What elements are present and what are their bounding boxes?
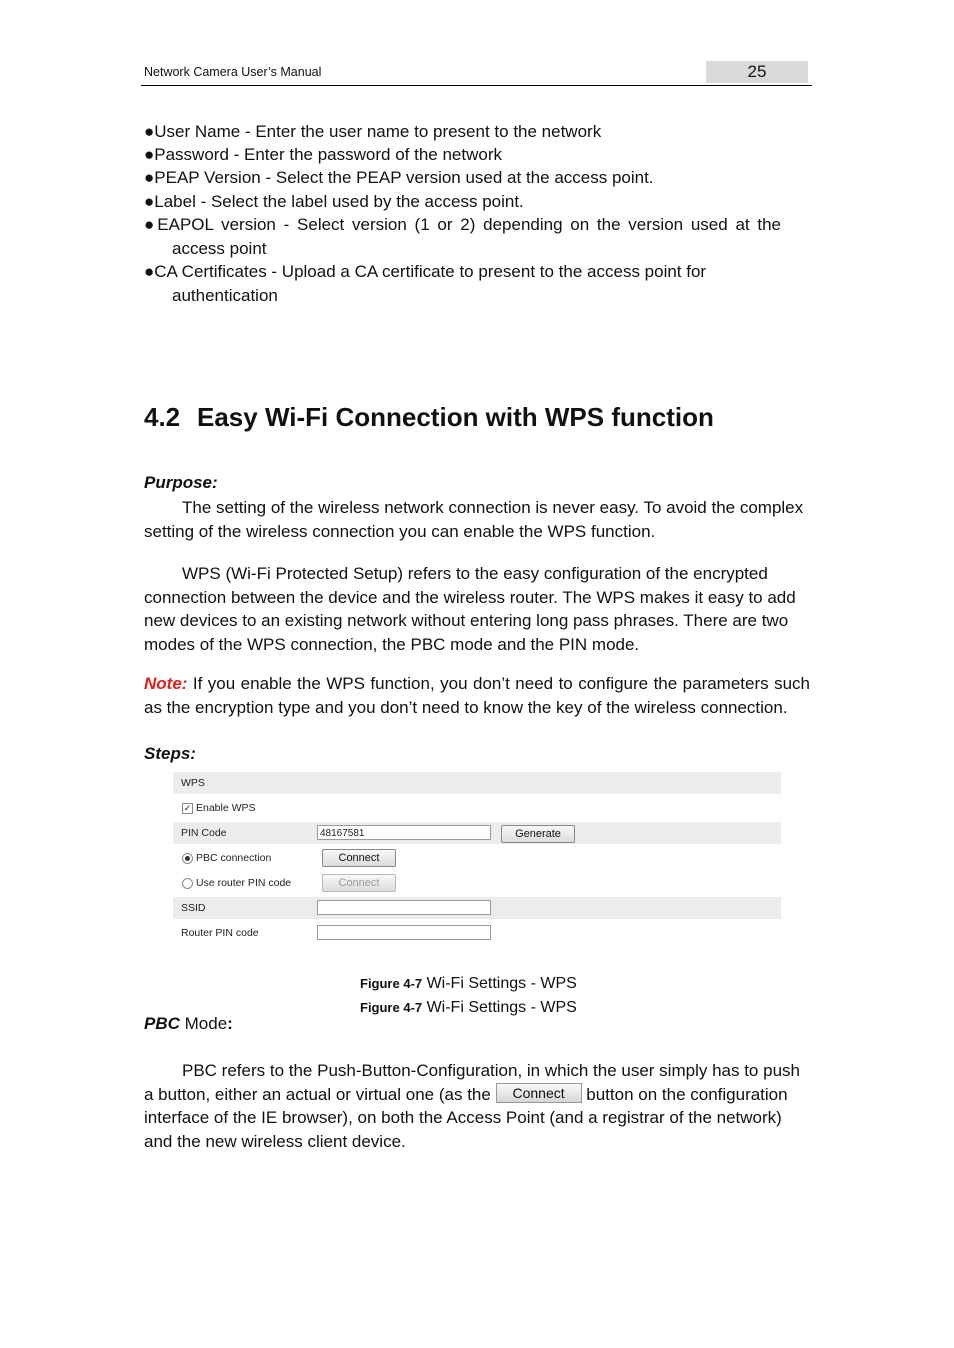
pin-code-label: PIN Code xyxy=(181,827,227,839)
wps-title: WPS xyxy=(181,777,205,789)
figure-number: Figure 4-7 xyxy=(360,976,423,991)
note-text: If you enable the WPS function, you don’t need to configure the parameters such as the encryption type and you don’t need to know the key of the wireless connection. xyxy=(144,674,810,717)
note-paragraph xyxy=(144,672,810,719)
purpose-paragraph-1 xyxy=(144,496,810,543)
figure-title: Wi-Fi Settings - WPS xyxy=(422,999,577,1016)
pin-code-input[interactable]: 48167581 xyxy=(317,825,491,840)
purpose-label: Purpose: xyxy=(144,473,218,492)
wps-title-row xyxy=(173,772,781,794)
purpose-paragraph-2 xyxy=(144,562,810,656)
generate-button[interactable]: Generate xyxy=(501,825,575,843)
paragraph-text: The setting of the wireless network connection is never easy. To avoid the complex setting of the wireless connection you can enable the WPS function. xyxy=(144,498,804,541)
bullet-continuation: authentication xyxy=(172,286,278,305)
colon: : xyxy=(227,1014,233,1033)
enable-wps-checkbox[interactable]: ✓ xyxy=(183,803,192,813)
bullet-text: ●PEAP Version - Select the PEAP version used at the access point. xyxy=(144,168,654,187)
figure-caption xyxy=(360,975,577,993)
bullet-text: ●EAPOL version - Select version (1 or 2) depending on the version used at the xyxy=(144,215,781,234)
header-divider xyxy=(141,85,812,86)
pbc-text-after: button on the configuration interface of the IE browser), on both the Access Point (and a registrar of the network) and the new wireless client device. xyxy=(144,1084,788,1151)
running-header-title: Network Camera User’s Manual xyxy=(144,65,322,79)
bullet-item-ca-certificates xyxy=(144,260,804,284)
pbc-mode-heading xyxy=(144,1012,233,1036)
router-pin-code-label: Router PIN code xyxy=(181,927,259,939)
router-pin-label: Use router PIN code xyxy=(196,877,292,889)
bullet-continuation: access point xyxy=(172,239,267,258)
bullet-item-eapol-version xyxy=(144,213,781,237)
section-title: Easy Wi-Fi Connection with WPS function xyxy=(197,402,714,432)
figure-caption xyxy=(360,999,577,1017)
router-pin-code-input[interactable] xyxy=(317,925,491,940)
note-label: Note: xyxy=(144,674,188,693)
router-pin-radio[interactable] xyxy=(182,878,193,889)
bullet-text: ●User Name - Enter the user name to present to the network xyxy=(144,122,602,141)
pbc-connect-button[interactable]: Connect xyxy=(322,849,396,867)
bullet-text: ●Password - Enter the password of the network xyxy=(144,145,502,164)
enable-wps-label: Enable WPS xyxy=(196,802,256,814)
pbc-connection-label: PBC connection xyxy=(196,852,272,864)
bullet-text: ●Label - Select the label used by the access point. xyxy=(144,192,524,211)
bullet-item-user-name xyxy=(144,120,804,144)
bullet-item-peap-version xyxy=(144,166,804,190)
pbc-connection-row xyxy=(173,847,781,869)
pbc-label: PBC xyxy=(144,1014,180,1033)
router-pin-connect-button[interactable]: Connect xyxy=(322,874,396,892)
router-pin-code-row xyxy=(173,922,781,944)
bullet-item-label xyxy=(144,190,804,214)
inline-connect-button: Connect xyxy=(496,1083,582,1103)
page-number: 25 xyxy=(706,61,808,83)
ssid-row xyxy=(173,897,781,919)
pin-code-row xyxy=(173,822,781,844)
steps-label: Steps: xyxy=(144,744,196,763)
section-number: 4.2 xyxy=(144,402,181,432)
bullet-item-password xyxy=(144,143,804,167)
bullet-text: ●CA Certificates - Upload a CA certificate to present to the access point for xyxy=(144,262,707,281)
pbc-mode-paragraph xyxy=(144,1059,810,1153)
paragraph-text: WPS (Wi-Fi Protected Setup) refers to the easy configuration of the encrypted connection between the device and the wireless router. The WPS makes it easy to add new devices to an existing network without entering long pass phrases. There are two modes of the WPS connection, the PBC mode and the PIN mode. xyxy=(144,564,796,654)
wps-settings-panel xyxy=(173,772,781,944)
pbc-connection-radio[interactable] xyxy=(182,853,193,864)
mode-label: Mode xyxy=(179,1014,228,1033)
bullet-item-ca-certificates-cont xyxy=(144,284,804,308)
router-pin-row xyxy=(173,872,781,894)
enable-wps-row xyxy=(173,797,781,819)
figure-number: Figure 4-7 xyxy=(360,1000,423,1015)
pbc-text-before: PBC refers to the Push-Button-Configuration, in which the user simply has to push a button, either an actual or virtual one (as the xyxy=(144,1061,800,1104)
ssid-input[interactable] xyxy=(317,900,491,915)
figure-title: Wi-Fi Settings - WPS xyxy=(422,975,577,992)
bullet-item-eapol-version-cont xyxy=(144,237,804,261)
section-heading xyxy=(144,402,714,433)
ssid-label: SSID xyxy=(181,902,206,914)
